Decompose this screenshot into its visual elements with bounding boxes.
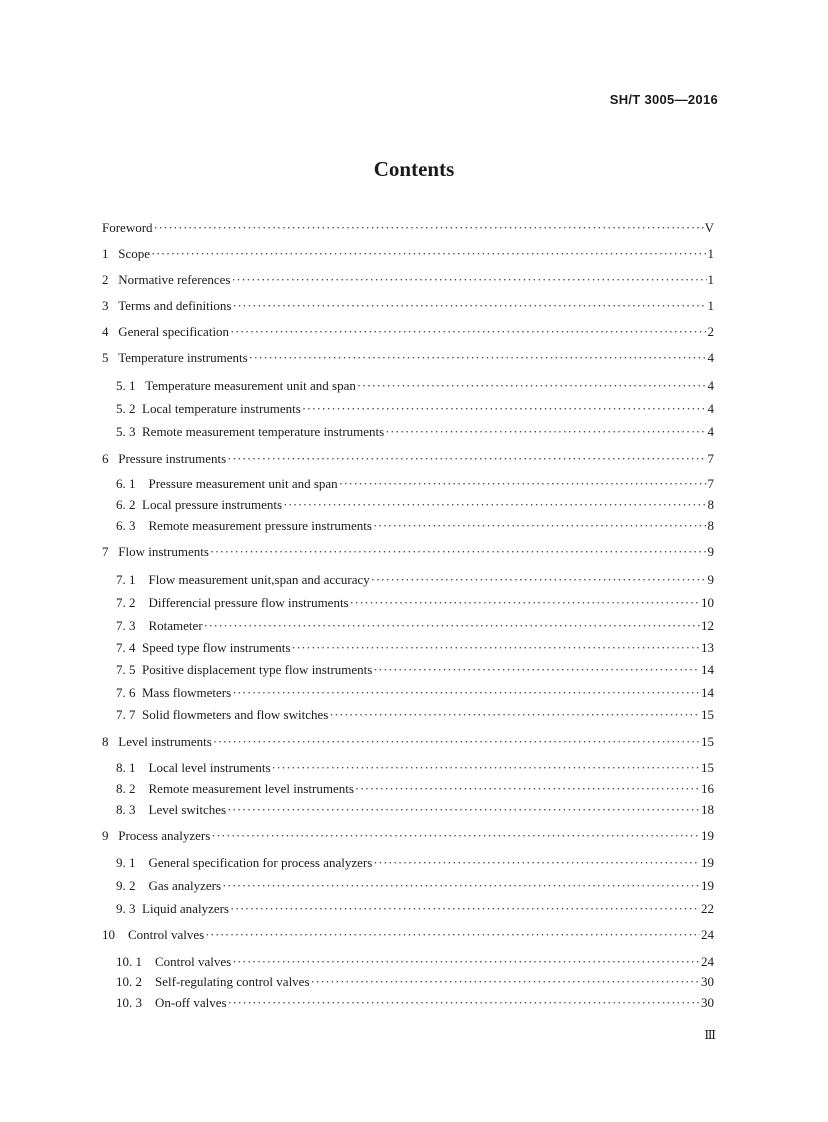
toc-entry[interactable] bbox=[102, 219, 714, 237]
toc-page: 14 bbox=[701, 685, 714, 700]
toc-entry[interactable] bbox=[102, 543, 714, 561]
toc-number: 6. 1 bbox=[116, 476, 149, 491]
toc-page: 19 bbox=[701, 828, 714, 843]
toc-label: Local level instruments bbox=[148, 760, 271, 775]
toc-label: Control valves bbox=[155, 954, 232, 969]
toc-leader bbox=[232, 953, 700, 971]
toc-number: 9. 3 bbox=[116, 901, 142, 916]
toc-page: 16 bbox=[701, 781, 714, 796]
toc-entry[interactable] bbox=[102, 323, 714, 341]
toc-leader bbox=[373, 517, 707, 535]
toc-number: 10 bbox=[102, 927, 128, 942]
toc-leader bbox=[230, 900, 700, 918]
toc-entry[interactable] bbox=[102, 271, 714, 289]
toc-number: 7. 4 bbox=[116, 640, 142, 655]
toc-leader bbox=[249, 349, 707, 367]
toc-page: 30 bbox=[701, 974, 714, 989]
toc-label: Local temperature instruments bbox=[142, 401, 301, 416]
toc-label: Solid flowmeters and flow switches bbox=[142, 707, 329, 722]
toc-number: 5. 2 bbox=[116, 401, 142, 416]
toc-entry[interactable] bbox=[116, 780, 714, 798]
toc-leader bbox=[357, 377, 707, 395]
toc-label: General specification for process analyzers bbox=[148, 855, 373, 870]
toc-label: Remote measurement level instruments bbox=[148, 781, 354, 796]
toc-number: 7 bbox=[102, 544, 119, 559]
toc-label: Self-regulating control valves bbox=[155, 974, 310, 989]
toc-number: 6. 2 bbox=[116, 497, 142, 512]
toc-leader bbox=[227, 801, 700, 819]
toc-page: 19 bbox=[701, 878, 714, 893]
toc-number: 8. 2 bbox=[116, 781, 149, 796]
toc-page: 4 bbox=[707, 401, 714, 416]
toc-label: Level instruments bbox=[118, 734, 212, 749]
toc-page: 8 bbox=[707, 497, 714, 512]
page-title: Contents bbox=[373, 157, 455, 181]
page-number: Ⅲ bbox=[704, 1028, 716, 1042]
toc-label: Level switches bbox=[148, 802, 227, 817]
toc-entry[interactable] bbox=[102, 733, 714, 751]
toc-entry[interactable] bbox=[116, 953, 714, 971]
toc-leader bbox=[373, 854, 700, 872]
toc-page: 15 bbox=[701, 734, 714, 749]
toc-page: 12 bbox=[701, 618, 714, 633]
toc-page: 19 bbox=[701, 855, 714, 870]
toc-label: Gas analyzers bbox=[148, 878, 222, 893]
toc-leader bbox=[373, 661, 700, 679]
toc-leader bbox=[228, 994, 700, 1012]
toc-entry[interactable] bbox=[116, 594, 714, 612]
toc-number: 4 bbox=[102, 324, 119, 339]
toc-page: 4 bbox=[707, 424, 714, 439]
toc-label: Flow instruments bbox=[118, 544, 209, 559]
toc-entry[interactable] bbox=[116, 759, 714, 777]
toc-entry[interactable] bbox=[116, 706, 714, 724]
toc-entry[interactable] bbox=[116, 801, 714, 819]
toc-entry[interactable] bbox=[102, 297, 714, 315]
toc-page: 9 bbox=[707, 572, 714, 587]
toc-entry[interactable] bbox=[116, 973, 714, 991]
toc-number: 7. 5 bbox=[116, 662, 142, 677]
toc-page: 10 bbox=[701, 595, 714, 610]
toc-leader bbox=[213, 733, 700, 751]
toc-label: Local pressure instruments bbox=[142, 497, 283, 512]
toc-number: 10. 3 bbox=[116, 995, 155, 1010]
toc-page: 2 bbox=[707, 324, 714, 339]
toc-leader bbox=[339, 475, 707, 493]
toc-label: On-off valves bbox=[155, 995, 227, 1010]
toc-page: 18 bbox=[701, 802, 714, 817]
toc-entry[interactable] bbox=[116, 617, 714, 635]
toc-leader bbox=[227, 450, 706, 468]
toc-leader bbox=[154, 219, 704, 237]
toc-entry[interactable] bbox=[102, 450, 714, 468]
toc-label: Speed type flow instruments bbox=[142, 640, 291, 655]
toc-label: Normative references bbox=[118, 272, 231, 287]
toc-label: Terms and definitions bbox=[118, 298, 232, 313]
toc-leader bbox=[283, 496, 706, 514]
toc-number: 5. 1 bbox=[116, 378, 146, 393]
toc-page: 22 bbox=[701, 901, 714, 916]
toc-leader bbox=[329, 706, 700, 724]
toc-leader bbox=[232, 684, 700, 702]
toc-leader bbox=[222, 877, 700, 895]
toc-page: 15 bbox=[701, 707, 714, 722]
toc-number: 2 bbox=[102, 272, 119, 287]
toc-number: 3 bbox=[102, 298, 119, 313]
toc-number: 5. 3 bbox=[116, 424, 142, 439]
toc-entry[interactable] bbox=[116, 475, 714, 493]
toc-number: 7. 3 bbox=[116, 618, 149, 633]
toc-entry[interactable] bbox=[116, 400, 714, 418]
toc-leader bbox=[232, 297, 706, 315]
toc-entry[interactable] bbox=[102, 349, 714, 367]
toc-label: General specification bbox=[118, 324, 230, 339]
toc-number: 6 bbox=[102, 451, 119, 466]
toc-leader bbox=[211, 827, 700, 845]
toc-page: 1 bbox=[707, 298, 714, 313]
toc-number: 7. 1 bbox=[116, 572, 149, 587]
toc-leader bbox=[205, 926, 700, 944]
toc-entry[interactable] bbox=[116, 900, 714, 918]
toc-number: 8. 3 bbox=[116, 802, 149, 817]
toc-page: V bbox=[704, 220, 714, 235]
toc-label: Liquid analyzers bbox=[142, 901, 229, 916]
toc-page: 8 bbox=[707, 518, 714, 533]
toc-entry[interactable] bbox=[102, 926, 714, 944]
toc-entry[interactable] bbox=[116, 496, 714, 514]
toc-leader bbox=[204, 617, 700, 635]
toc-label: Scope bbox=[118, 246, 151, 261]
toc-leader bbox=[210, 543, 707, 561]
toc-label: Temperature measurement unit and span bbox=[145, 378, 356, 393]
toc-page: 4 bbox=[707, 350, 714, 365]
toc-label: Mass flowmeters bbox=[142, 685, 232, 700]
toc-leader bbox=[355, 780, 700, 798]
toc-entry[interactable] bbox=[116, 639, 714, 657]
toc-page: 30 bbox=[701, 995, 714, 1010]
toc-label: Process analyzers bbox=[118, 828, 211, 843]
toc-entry[interactable] bbox=[102, 245, 714, 263]
toc-number: 5 bbox=[102, 350, 119, 365]
toc-number: 9 bbox=[102, 828, 119, 843]
toc-leader bbox=[311, 973, 700, 991]
toc-page: 7 bbox=[707, 476, 714, 491]
toc-label: Pressure measurement unit and span bbox=[148, 476, 338, 491]
toc-leader bbox=[291, 639, 700, 657]
toc-number: 8. 1 bbox=[116, 760, 149, 775]
toc-entry[interactable] bbox=[116, 877, 714, 895]
toc-number: 9. 1 bbox=[116, 855, 149, 870]
toc-entry[interactable] bbox=[116, 423, 714, 441]
toc-page: 1 bbox=[707, 246, 714, 261]
toc-leader bbox=[272, 759, 700, 777]
toc-leader bbox=[371, 571, 707, 589]
toc-page: 15 bbox=[701, 760, 714, 775]
toc-entry[interactable] bbox=[116, 661, 714, 679]
toc-page: 24 bbox=[701, 954, 714, 969]
document-code: SH/T 3005—2016 bbox=[609, 92, 718, 107]
toc-label: Rotameter bbox=[148, 618, 203, 633]
toc-entry[interactable] bbox=[116, 377, 714, 395]
toc-label: Temperature instruments bbox=[118, 350, 248, 365]
toc-label: Positive displacement type flow instruments bbox=[142, 662, 373, 677]
toc-label: Remote measurement temperature instruments bbox=[142, 424, 385, 439]
toc-page: 1 bbox=[707, 272, 714, 287]
toc-leader bbox=[385, 423, 706, 441]
toc-entry[interactable] bbox=[116, 854, 714, 872]
toc-number: 1 bbox=[102, 246, 119, 261]
toc-label: Control valves bbox=[128, 927, 205, 942]
toc-number: 7. 6 bbox=[116, 685, 142, 700]
toc-label: Pressure instruments bbox=[118, 451, 227, 466]
toc-number: 9. 2 bbox=[116, 878, 149, 893]
toc-label: Flow measurement unit,span and accuracy bbox=[148, 572, 370, 587]
toc-page: 9 bbox=[707, 544, 714, 559]
toc-entry[interactable] bbox=[116, 684, 714, 702]
toc-number: 8 bbox=[102, 734, 119, 749]
toc-leader bbox=[350, 594, 700, 612]
toc-entry[interactable] bbox=[116, 571, 714, 589]
toc-number: 6. 3 bbox=[116, 518, 149, 533]
toc-label: Foreword bbox=[102, 220, 153, 235]
toc-label: Remote measurement pressure instruments bbox=[148, 518, 372, 533]
toc-page: 14 bbox=[701, 662, 714, 677]
toc-page: 4 bbox=[707, 378, 714, 393]
toc-number: 7. 2 bbox=[116, 595, 149, 610]
toc-leader bbox=[232, 271, 707, 289]
toc-page: 7 bbox=[707, 451, 714, 466]
toc-entry[interactable] bbox=[102, 827, 714, 845]
toc-number: 10. 1 bbox=[116, 954, 155, 969]
toc-page: 24 bbox=[701, 927, 714, 942]
toc-leader bbox=[151, 245, 706, 263]
toc-number: 10. 2 bbox=[116, 974, 155, 989]
toc-page: 13 bbox=[701, 640, 714, 655]
toc-number: 7. 7 bbox=[116, 707, 142, 722]
toc-leader bbox=[230, 323, 706, 341]
toc-label: Differencial pressure flow instruments bbox=[148, 595, 349, 610]
toc-entry[interactable] bbox=[116, 994, 714, 1012]
toc-leader bbox=[302, 400, 707, 418]
toc-entry[interactable] bbox=[116, 517, 714, 535]
